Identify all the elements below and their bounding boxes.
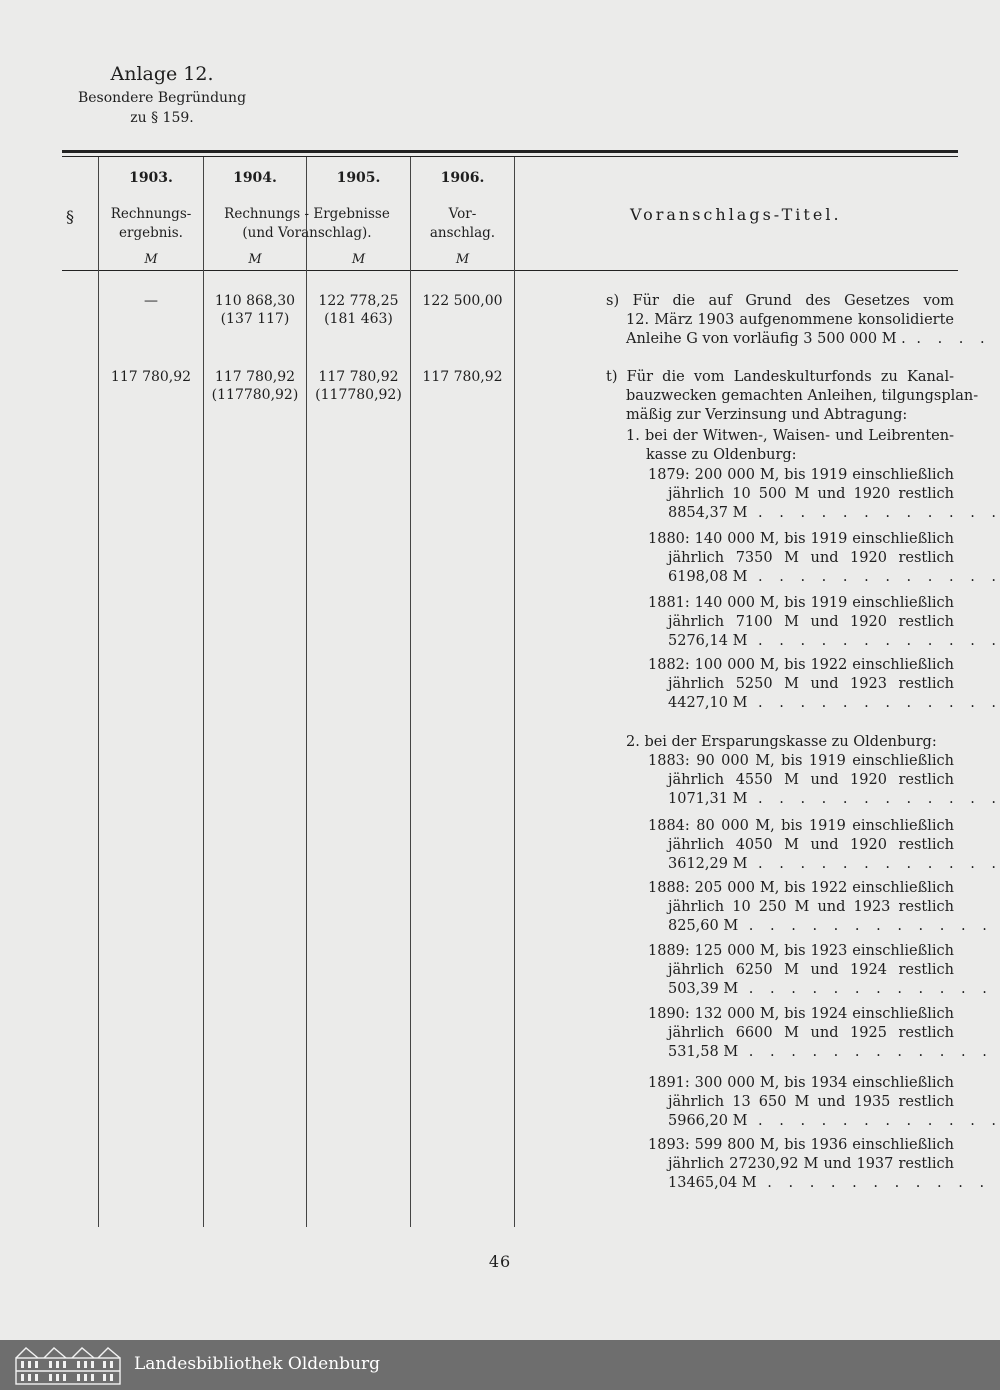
anlage-label: Anlage 12. (110, 63, 214, 85)
column-divider (410, 157, 411, 1227)
unit-label: M (248, 252, 262, 267)
loan-entry: 1882: 100 000 M, bis 1922 einschließlich jährlich 5250 M und 1923 restlich 4427,10 M . . . (648, 656, 954, 713)
year-1906: 1906. (440, 170, 485, 186)
loan-entry: 1890: 132 000 M, bis 1924 einschließlich jährlich 6600 M und 1925 restlich 531,58 M . . . (648, 1005, 954, 1062)
loan-entry: 1883: 90 000 M, bis 1919 einschließlich jährlich 4550 M und 1920 restlich 1071,31 M . . . (648, 752, 954, 809)
cell-1905-s: 122 778,25 (181 463) (318, 293, 399, 327)
loan-entry: 1880: 140 000 M, bis 1919 einschließlich jährlich 7350 M und 1920 restlich 6198,08 M . . . (648, 530, 954, 587)
footer-bar (0, 1340, 1000, 1390)
cell-1906-s: 122 500,00 (422, 293, 503, 309)
unit-label: M (351, 252, 366, 267)
column-divider (514, 157, 515, 1227)
section-symbol: § (66, 207, 74, 226)
loan-entry: 1893: 599 800 M, bis 1936 einschließlich jährlich 27230,92 M und 1937 restlich 13465,04 M . . . (648, 1136, 954, 1193)
paragraph-label: zu § 159. (130, 110, 194, 126)
year-1905: 1905. (336, 170, 381, 186)
unit-label: M (144, 252, 158, 267)
begruendung-label: Besondere Begründung (77, 90, 247, 106)
loan-entry: 1888: 205 000 M, bis 1922 einschließlich jährlich 10 250 M und 1923 restlich 825,60 M . . . (648, 879, 954, 936)
cell-1904-t: 117 780,92 (117780,92) (211, 369, 299, 403)
year-1904: 1904. (233, 170, 277, 186)
group1-title: 1. bei der Witwen-, Waisen- und Leibrenten- kasse zu Oldenburg: (626, 428, 954, 463)
row-t-text: t) Für die vom Landeskulturfonds zu Kanal- bauzwecken gemachten Anleihen, tilgungsplan- mäßig zur Verzinsung und Abtragung: (606, 369, 979, 423)
loan-entry: 1881: 140 000 M, bis 1919 einschließlich jährlich 7100 M und 1920 restlich 5276,14 M . . . (648, 594, 954, 651)
column-divider (98, 157, 99, 1227)
cell-1905-t: 117 780,92 (117780,92) (315, 369, 402, 403)
page-number: 46 (488, 1252, 512, 1271)
cell-1904-s: 110 868,30 (137 117) (214, 293, 296, 327)
cell-1903-t: 117 780,92 (110, 369, 192, 385)
group2-title: 2. bei der Ersparungskasse zu Oldenburg: (626, 734, 937, 750)
loan-entry: 1889: 125 000 M, bis 1923 einschließlich jährlich 6250 M und 1924 restlich 503,39 M . . . (648, 942, 954, 999)
cell-1906-t: 117 780,92 (422, 369, 503, 385)
loan-entry: 1884: 80 000 M, bis 1919 einschließlich jährlich 4050 M und 1920 restlich 3612,29 M . . . (648, 817, 954, 874)
loan-entry: 1879: 200 000 M, bis 1919 einschließlich jährlich 10 500 M und 1920 restlich 8854,37 M . . . (648, 466, 954, 523)
library-building-icon (14, 1344, 122, 1386)
top-rule-thin (62, 156, 958, 157)
loan-entry: 1891: 300 000 M, bis 1934 einschließlich jährlich 13 650 M und 1935 restlich 5966,20 M . . . (648, 1074, 954, 1131)
page-header (62, 60, 262, 128)
title-column-heading: Voranschlags-Titel. (630, 205, 842, 224)
row-s-text: s) Für die auf Grund des Gesetzes vom 12. März 1903 aufgenommene konsolidierte Anleihe G von vorläufig 3 500 000 M . . . . (606, 292, 954, 349)
cell-1903-s: — (144, 293, 158, 309)
col4-subheading: Vor- anschlag. (429, 206, 496, 241)
col1-subheading: Rechnungs- ergebnis. (110, 206, 192, 241)
header-bottom-rule (62, 270, 958, 271)
library-name: Landesbibliothek Oldenburg (134, 1354, 381, 1374)
year-1903: 1903. (129, 170, 173, 186)
col23-subheading: Rechnungs - Ergebnisse (und Voranschlag). (224, 206, 390, 241)
top-rule-thick (62, 150, 958, 153)
unit-label: M (455, 252, 470, 267)
